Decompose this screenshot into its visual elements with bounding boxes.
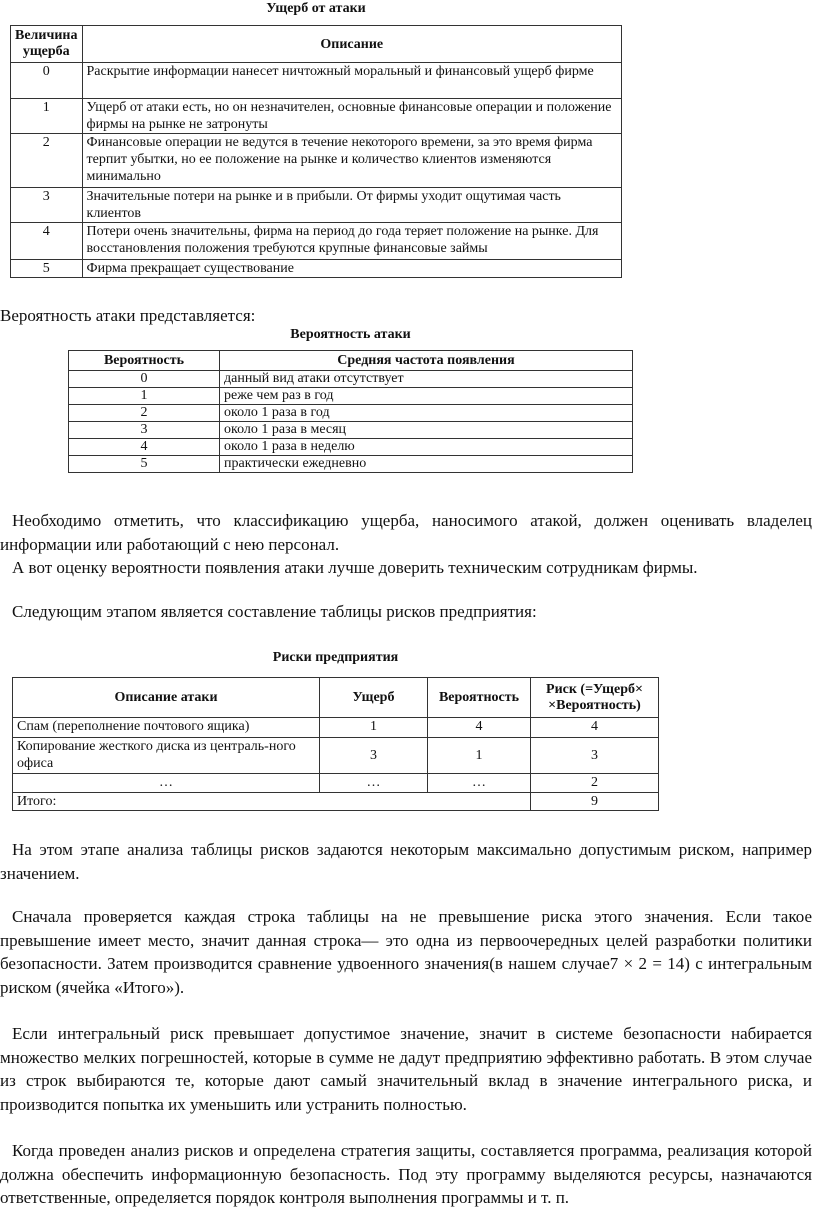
probability-value: 5: [69, 456, 220, 473]
damage-description: Ущерб от атаки есть, но он незначителен, основные финансовые операции и положение фирмы на рынке не затронуты: [82, 99, 621, 134]
damage-table: [10, 25, 622, 278]
frequency: практически ежедневно: [220, 456, 633, 473]
damage-value: 2: [11, 134, 83, 188]
attack-description: Копирование жесткого диска из централь-ного офиса: [13, 738, 320, 774]
damage: 3: [320, 738, 428, 774]
table-row: [13, 738, 659, 774]
table-row: [11, 63, 622, 99]
probability-intro: Вероятность атаки представляется:: [0, 306, 256, 325]
attack-description: …: [13, 774, 320, 793]
damage-description: Фирма прекращает существование: [82, 260, 621, 278]
header-attack-description: Описание атаки: [13, 678, 320, 718]
paragraph: А вот оценку вероятности появления атаки лучше доверить техническим сотрудникам фирмы.: [12, 558, 698, 577]
table-row: [69, 371, 633, 388]
damage: …: [320, 774, 428, 793]
total-label: Итого:: [13, 793, 531, 811]
paragraph: На этом этапе анализа таблицы рисков задаются некоторым максимально допустимым риском, например значением.: [0, 840, 812, 883]
probability-table-title: Вероятность атаки: [290, 327, 411, 342]
frequency: реже чем раз в год: [220, 388, 633, 405]
probability-value: 2: [69, 405, 220, 422]
probability-value: 4: [69, 439, 220, 456]
damage-description: Финансовые операции не ведутся в течение некоторого времени, за это время фирма терпит убытки, но ее положение на рынке и количество клиентов изменяются минимально: [82, 134, 621, 188]
paragraph: Сначала проверяется каждая строка таблицы на не превышение риска этого значения. Если такое превышение имеет место, значит данная строка— это одна из первоочередных целей разработки политики безопасности. Затем производится сравнение удвоенного значения(в нашем случае7 × 2 = 14) с интегральным риском (ячейка «Итого»).: [0, 907, 812, 998]
header-frequency: Средняя частота появления: [220, 351, 633, 371]
frequency: данный вид атаки отсутствует: [220, 371, 633, 388]
damage-value: 1: [11, 99, 83, 134]
table-row: [11, 134, 622, 188]
damage-value: 5: [11, 260, 83, 278]
total-value: 9: [531, 793, 659, 811]
probability: 1: [428, 738, 531, 774]
risk: 4: [531, 718, 659, 738]
frequency: около 1 раза в месяц: [220, 422, 633, 439]
table-row: [13, 718, 659, 738]
total-row: [13, 793, 659, 811]
damage-table-title: Ущерб от атаки: [266, 1, 366, 16]
table-row: [11, 188, 622, 223]
paragraph: Если интегральный риск превышает допустимое значение, значит в системе безопасности набирается множество мелких погрешностей, которые в сумме не дадут предприятию эффективно работать. В этом случае из строк выбираются те, которые дают самый значительный вклад в значение интегрального риска, и производится попытка их уменьшить или устранить полностью.: [0, 1024, 812, 1115]
damage-description: Потери очень значительны, фирма на период до года теряет положение на рынке. Для восстановления положения требуются крупные финансовые займы: [82, 223, 621, 260]
header-risk: Риск (=Ущерб× ×Вероятность): [531, 678, 659, 718]
table-row: [13, 774, 659, 793]
frequency: около 1 раза в год: [220, 405, 633, 422]
paragraph: Следующим этапом является составление таблицы рисков предприятия:: [12, 602, 537, 621]
header-damage-value: Величина ущерба: [11, 26, 83, 63]
table-row: [11, 223, 622, 260]
risk: 2: [531, 774, 659, 793]
risk-table-title: Риски предприятия: [272, 650, 399, 665]
probability: …: [428, 774, 531, 793]
header-probability: Вероятность: [428, 678, 531, 718]
paragraph: Когда проведен анализ рисков и определена стратегия защиты, составляется программа, реализация которой должна обеспечить информационную безопасность. Под эту программу выделяются ресурсы, назначаются ответственные, определяется порядок контроля выполнения программы и т. п.: [0, 1141, 812, 1208]
table-row: [69, 405, 633, 422]
damage-value: 3: [11, 188, 83, 223]
probability-value: 1: [69, 388, 220, 405]
damage-description: Раскрытие информации нанесет ничтожный моральный и финансовый ущерб фирме: [82, 63, 621, 99]
header-damage: Ущерб: [320, 678, 428, 718]
probability-value: 0: [69, 371, 220, 388]
probability: 4: [428, 718, 531, 738]
table-row: [69, 388, 633, 405]
header-probability: Вероятность: [69, 351, 220, 371]
probability-value: 3: [69, 422, 220, 439]
damage-value: 0: [11, 63, 83, 99]
table-row: [11, 99, 622, 134]
probability-table: [68, 350, 633, 473]
table-row: [69, 439, 633, 456]
damage-value: 4: [11, 223, 83, 260]
table-row: [11, 260, 622, 278]
table-row: [69, 456, 633, 473]
risk-table: [12, 677, 659, 811]
frequency: около 1 раза в неделю: [220, 439, 633, 456]
table-row: [69, 422, 633, 439]
attack-description: Спам (переполнение почтового ящика): [13, 718, 320, 738]
paragraph: Необходимо отметить, что классификацию ущерба, наносимого атакой, должен оценивать владелец информации или работающий с нею персонал.: [0, 511, 812, 554]
risk: 3: [531, 738, 659, 774]
damage-description: Значительные потери на рынке и в прибыли. От фирмы уходит ощутимая часть клиентов: [82, 188, 621, 223]
damage: 1: [320, 718, 428, 738]
header-description: Описание: [82, 26, 621, 63]
